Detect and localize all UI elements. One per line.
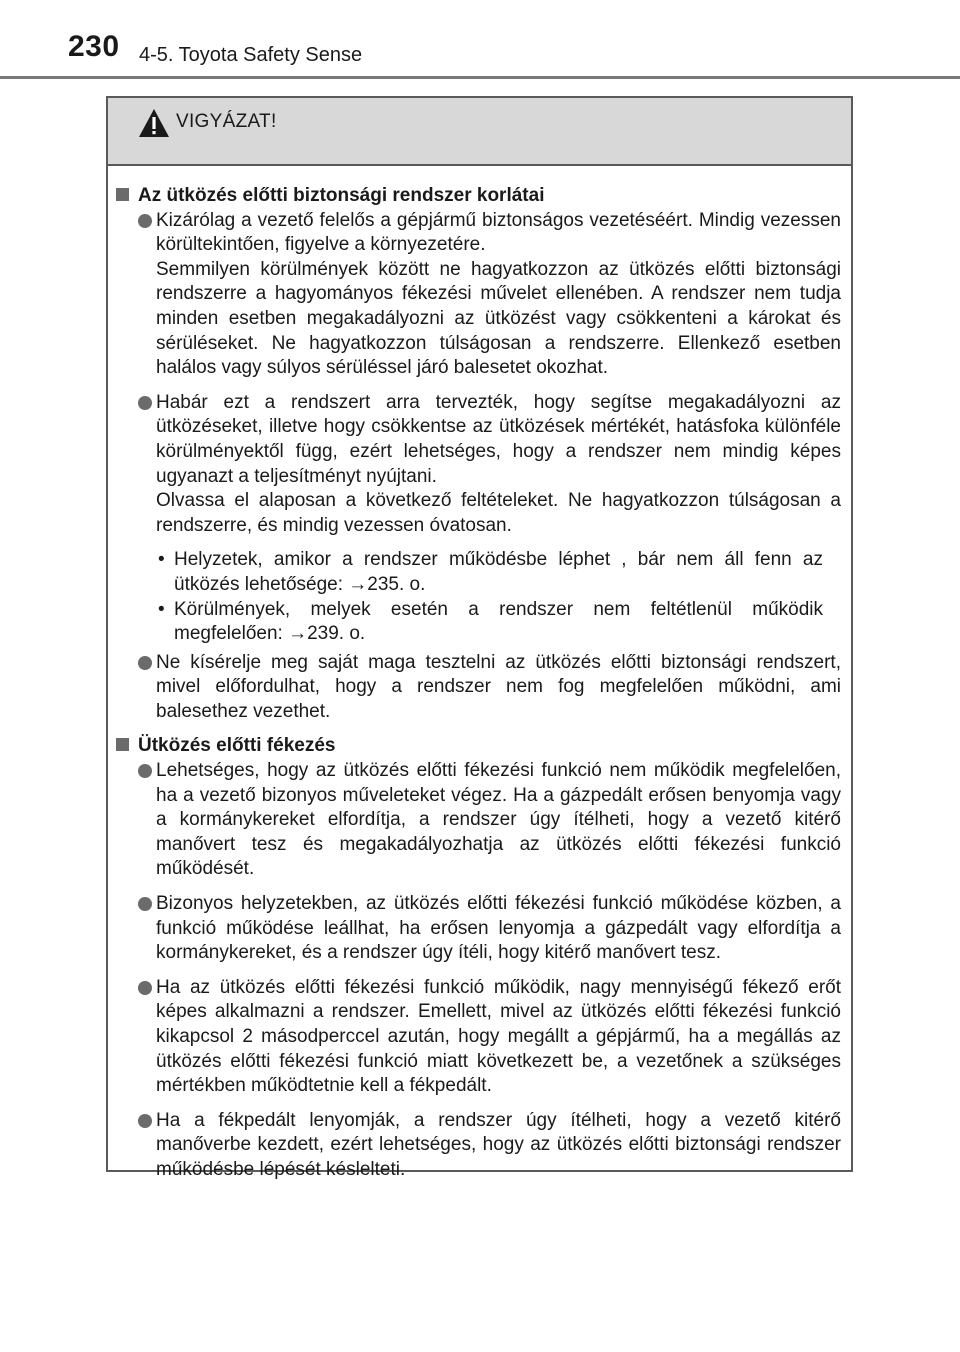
list-item (108, 651, 851, 725)
circle-bullet-icon (138, 1114, 152, 1128)
section-heading (108, 734, 851, 759)
warning-triangle-icon (138, 108, 170, 138)
square-bullet-icon (116, 188, 129, 201)
list-item (108, 976, 851, 1099)
section-heading (108, 184, 851, 209)
circle-bullet-icon (138, 214, 152, 228)
sub-list-item (108, 598, 851, 647)
list-item (108, 892, 851, 966)
item-paragraph: Semmilyen körülmények között ne hagyatkozzon az ütközés előtti biztonsági rendszerre a hagyományos fékezési művelet ellenében. A rendszer nem tudja minden esetben megakadályozni az ütközést vagy csökkenteni a károkat és sérüléseket. Ne hagyatkozzon túlságosan a rendszerre. Ellenkező esetben halálos vagy súlyos sérüléssel járó balesetet okozhat. (156, 258, 841, 379)
warning-header (108, 98, 851, 166)
header-rule (0, 76, 960, 79)
item-paragraph: Lehetséges, hogy az ütközés előtti fékezési funkció nem működik megfelelően, ha a vezető bizonyos műveleteket végez. Ha a gázpedált erősen benyomja vagy a kormánykereket elfordítja, a rendszer úgy ítélheti, hogy a vezető kitérő manővert tesz és megakadályozhatja az ütközés előtti fékezési funkció működését. (156, 760, 841, 880)
sub-list-item (108, 548, 851, 597)
item-paragraph: Ne kísérelje meg saját maga tesztelni az ütközés előtti biztonsági rendszert, mivel előfordulhat, hogy a rendszer nem fog megfelelően működni, ami balesethez vezethet. (156, 651, 841, 722)
item-paragraph: Habár ezt a rendszert arra tervezték, hogy segítse megakadályozni az ütközéseket, illetve hogy csökkentse az ütközések mértékét, hatásfoka különféle körülményektől függ, ezért lehetséges, hogy a rendszer nem mindig képes ugyanazt a teljesítményt nyújtani. (156, 391, 841, 487)
sub-bullet: • (158, 598, 165, 620)
list-item (108, 391, 851, 539)
item-paragraph: Olvassa el alaposan a következő feltételeket. Ne hagyatkozzon túlságosan a rendszerre, és mindig vezessen óvatosan. (156, 490, 841, 536)
page-header (0, 0, 960, 80)
section-heading-text: Ütközés előtti fékezés (138, 735, 336, 757)
sub-item-text: Körülmények, melyek esetén a rendszer nem feltétlenül működik megfelelően: →239. o. (174, 598, 823, 645)
circle-bullet-icon (138, 981, 152, 995)
item-paragraph: Ha a fékpedált lenyomják, a rendszer úgy ítélheti, hogy a vezető kitérő manőverbe kezdett, ezért lehetséges, hogy az ütközés előtti biztonsági rendszer működésbe lépését késlelteti. (156, 1109, 841, 1180)
item-paragraph: Ha az ütközés előtti fékezési funkció működik, nagy mennyiségű fékező erőt képes alkalmazni a rendszer. Emellett, mivel az ütközés előtti fékezési funkció kikapcsol 2 másodperccel azután, hogy megállt a gépjármű, ha a megállás az ütközés előtti fékezési funkció miatt következett be, a vezetőnek a szükséges mértékben működtetnie kell a fékpedált. (156, 976, 841, 1097)
sub-bullet: • (158, 549, 165, 571)
warning-box (106, 96, 853, 1180)
page-number: 230 (68, 30, 120, 63)
list-item (108, 209, 851, 381)
warning-title: VIGYÁZAT! (176, 111, 277, 132)
list-item (108, 759, 851, 882)
sub-item-text: Helyzetek, amikor a rendszer működésbe léphet , bár nem áll fenn az ütközés lehetősége: →235. o. (174, 549, 823, 595)
section-heading-text: Az ütközés előtti biztonsági rendszer korlátai (138, 185, 545, 206)
circle-bullet-icon (138, 897, 152, 911)
circle-bullet-icon (138, 396, 152, 410)
circle-bullet-icon (138, 764, 152, 778)
square-bullet-icon (116, 738, 129, 751)
section-title: 4-5. Toyota Safety Sense (139, 44, 363, 66)
warning-content (108, 164, 851, 1183)
circle-bullet-icon (138, 656, 152, 670)
list-item (108, 1109, 851, 1183)
item-paragraph: Kizárólag a vezető felelős a gépjármű biztonságos vezetéséért. Mindig vezessen körültekintően, figyelve a környezetére. (156, 209, 841, 256)
item-paragraph: Bizonyos helyzetekben, az ütközés előtti fékezési funkció működése közben, a funkció működése leállhat, ha erősen lenyomja a gázpedált vagy elfordítja a kormánykereket, és a rendszer úgy ítéli, hogy kitérő manővert tesz. (156, 893, 841, 964)
